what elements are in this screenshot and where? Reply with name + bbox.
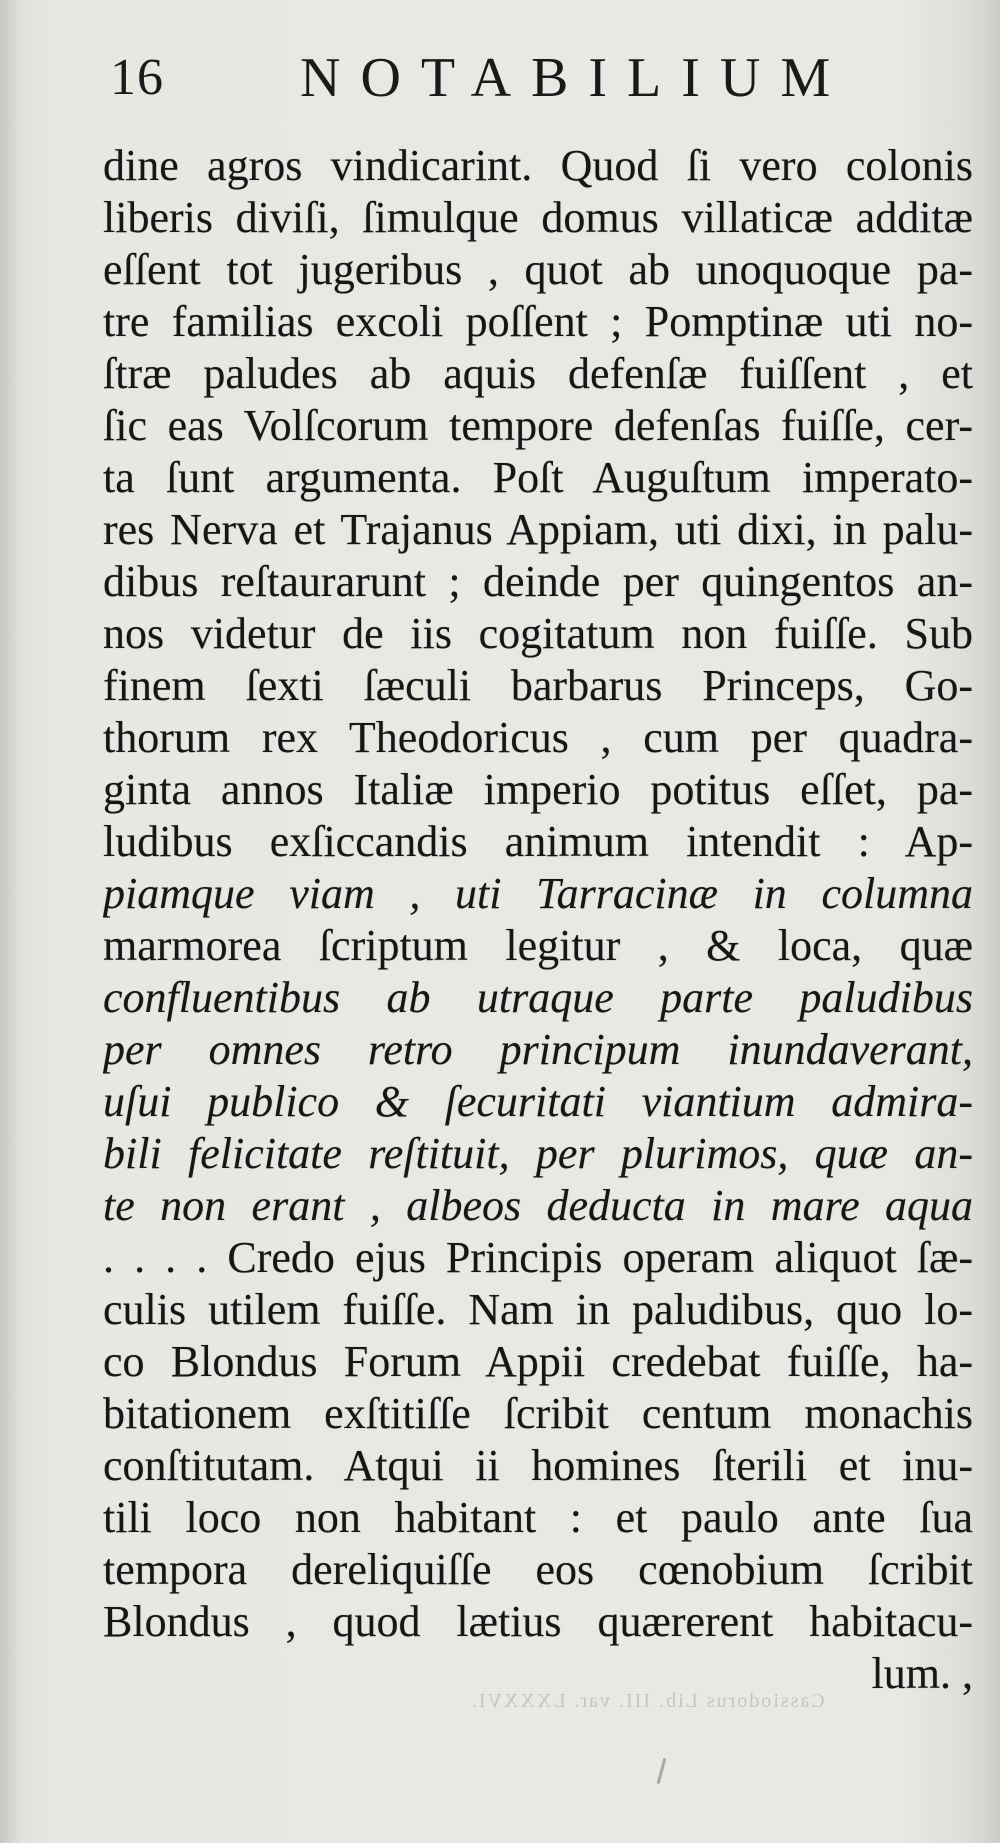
text-line: finem ſexti ſæculi barbarus Princeps, Go- (103, 661, 973, 710)
text-line: co Blondus Forum Appii credebat fuiſſe, ha- (103, 1337, 973, 1386)
text-line: per omnes retro principum inundaverant, (103, 1025, 973, 1074)
text-line: ginta annos Italiæ imperio potitus eſſet, pa- (103, 765, 973, 814)
text-line: ſic eas Volſcorum tempore defenſas fuiſſe, cer- (103, 401, 973, 450)
text-line: ludibus exſiccandis animum intendit : Ap- (103, 817, 973, 866)
text-line: confluentibus ab utraque parte paludibus (103, 973, 973, 1022)
text-line: dibus reſtaurarunt ; deinde per quingentos an- (103, 557, 973, 606)
text-line: ſtræ paludes ab aquis defenſæ fuiſſent , et (103, 349, 973, 398)
text-line: conſtitutam. Atqui ii homines ſterili et inu- (103, 1441, 973, 1490)
text-line: lum. , (871, 1649, 973, 1698)
page-header (110, 40, 870, 110)
body-text (103, 140, 973, 1700)
text-line: ta ſunt argumenta. Poſt Auguſtum imperato- (103, 453, 973, 502)
show-through-footnote: Cassiodorus Lib. III. var. LXXXVI. (470, 1690, 825, 1712)
text-line: marmorea ſcriptum legitur , & loca, quæ (103, 921, 973, 970)
text-line: tili loco non habitant : et paulo ante ſua (103, 1493, 973, 1542)
text-line: tempora dereliquiſſe eos cœnobium ſcribit (103, 1545, 973, 1594)
text-line: uſui publico & ſecuritati viantium admira- (103, 1077, 973, 1126)
text-line: tre familias excoli poſſent ; Pomptinæ uti no- (103, 297, 973, 346)
text-line: liberis diviſi, ſimulque domus villaticæ additæ (103, 193, 973, 242)
text-line: dine agros vindicarint. Quod ſi vero colonis (103, 141, 973, 190)
text-line: thorum rex Theodoricus , cum per quadra- (103, 713, 973, 762)
text-line: res Nerva et Trajanus Appiam, uti dixi, in palu- (103, 505, 973, 554)
text-line: . . . . Credo ejus Principis operam aliquot ſæ- (103, 1233, 973, 1282)
stray-ink-mark (657, 1758, 667, 1784)
text-line: nos videtur de iis cogitatum non fuiſſe. Sub (103, 609, 973, 658)
running-head: NOTABILIUM (300, 47, 851, 109)
text-line: Blondus , quod lætius quærerent habitacu- (103, 1597, 973, 1646)
text-line: culis utilem fuiſſe. Nam in paludibus, quo lo- (103, 1285, 973, 1334)
text-line: bili felicitate reſtituit, per plurimos, quæ an- (103, 1129, 973, 1178)
page-number: 16 (110, 49, 164, 106)
text-line: piamque viam , uti Tarracinæ in columna (103, 869, 973, 918)
text-line: eſſent tot jugeribus , quot ab unoquoque pa- (103, 245, 973, 294)
text-line: bitationem exſtitiſſe ſcribit centum monachis (103, 1389, 973, 1438)
text-line: te non erant , albeos deducta in mare aqua (103, 1181, 973, 1230)
